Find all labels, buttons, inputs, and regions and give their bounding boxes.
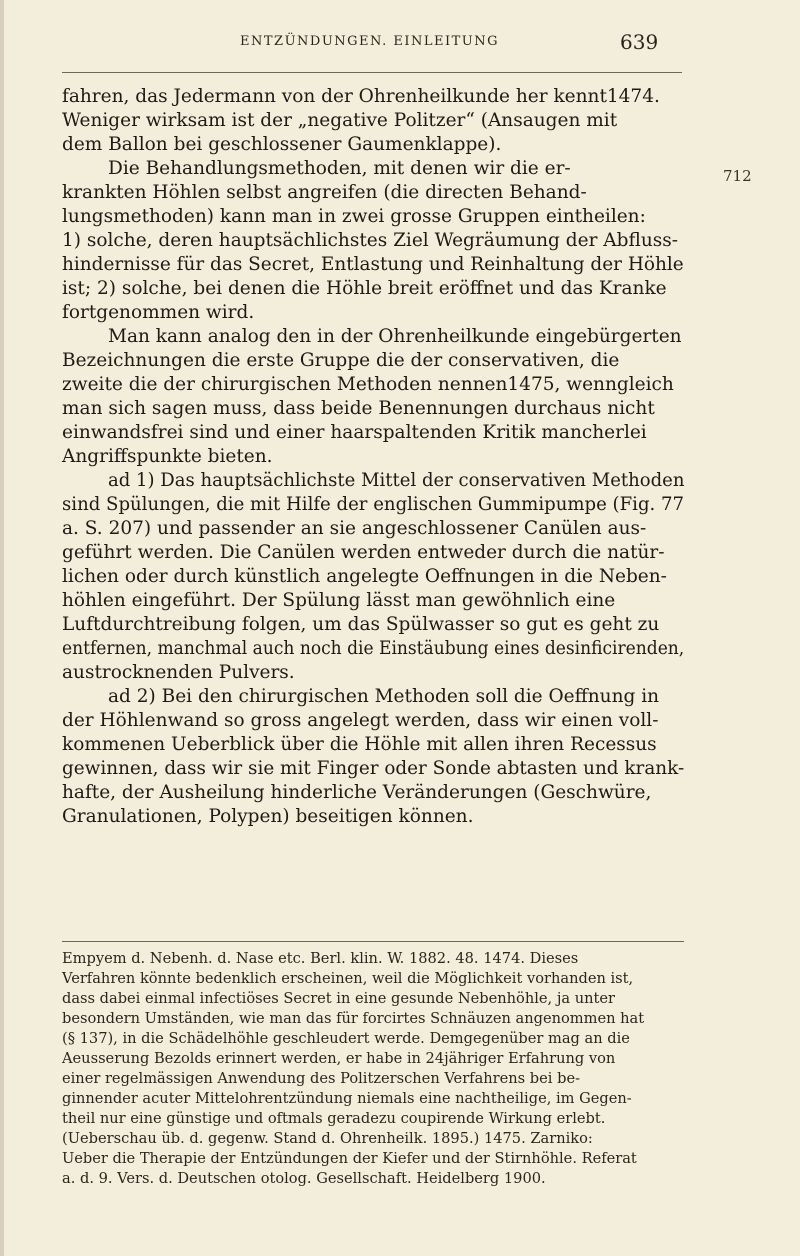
body-line: fahren, das Jedermann von der Ohrenheilkunde her kennt1474. [62,86,660,107]
page-edge [0,0,4,1256]
body-line: ad 1) Das hauptsächlichste Mittel der conservativen Methoden [108,470,685,491]
footnote-line: Verfahren könnte bedenklich erscheinen, weil die Möglichkeit vorhanden ist, [62,970,634,987]
body-line: 1) solche, deren hauptsächlichstes Ziel Wegräumung der Abfluss- [62,230,678,251]
body-line: kommenen Ueberblick über die Höhle mit allen ihren Recessus [62,734,657,755]
body-line: hindernisse für das Secret, Entlastung und Reinhaltung der Höhle [62,254,684,275]
running-title: ENTZÜNDUNGEN. EINLEITUNG [240,34,499,49]
header-rule [62,72,682,73]
body-line: geführt werden. Die Canülen werden entweder durch die natür- [62,542,665,563]
body-line: ad 2) Bei den chirurgischen Methoden soll die Oeffnung in [108,686,660,707]
footnote-line: Empyem d. Nebenh. d. Nase etc. Berl. klin. W. 1882. 48. 1474. Dieses [62,950,579,967]
body-line: lichen oder durch künstlich angelegte Oeffnungen in die Neben- [62,566,667,587]
body-line: gewinnen, dass wir sie mit Finger oder Sonde abtasten und krank- [62,758,685,779]
body-line: ist; 2) solche, bei denen die Höhle breit eröffnet und das Kranke [62,278,667,299]
footnote-line: Ueber die Therapie der Entzündungen der Kiefer und der Stirnhöhle. Referat [62,1150,637,1167]
footnote-line: einer regelmässigen Anwendung des Politzerschen Verfahrens bei be- [62,1070,581,1087]
body-line: Man kann analog den in der Ohrenheilkunde eingebürgerten [108,326,682,347]
body-line: lungsmethoden) kann man in zwei grosse Gruppen eintheilen: [62,206,646,227]
body-line: dem Ballon bei geschlossener Gaumenklappe). [62,134,502,155]
footnote-line: a. d. 9. Vers. d. Deutschen otolog. Gesellschaft. Heidelberg 1900. [62,1170,546,1187]
body-line: man sich sagen muss, dass beide Benennungen durchaus nicht [62,398,655,419]
body-line: Luftdurchtreibung folgen, um das Spülwasser so gut es geht zu [62,614,660,635]
body-line: sind Spülungen, die mit Hilfe der englischen Gummipumpe (Fig. 77 [62,494,685,515]
footnote-line: Aeusserung Bezolds erinnert werden, er habe in 24jähriger Erfahrung von [62,1050,616,1067]
body-line: entfernen, manchmal auch noch die Einstäubung eines desinficirenden, [62,638,685,659]
body-line: höhlen eingeführt. Der Spülung lässt man gewöhnlich eine [62,590,616,611]
footnote-line: dass dabei einmal infectiöses Secret in eine gesunde Nebenhöhle, ja unter [62,990,615,1007]
body-line: Bezeichnungen die erste Gruppe die der conservativen, die [62,350,620,371]
body-line: krankten Höhlen selbst angreifen (die directen Behand- [62,182,587,203]
body-line: Die Behandlungsmethoden, mit denen wir die er- [108,158,571,179]
running-head [0,30,800,58]
body-line: einwandsfrei sind und einer haarspaltenden Kritik mancherlei [62,422,647,443]
page-number: 639 [620,30,659,54]
margin-note: 712 [723,167,752,185]
footnote-line: (Ueberschau üb. d. gegenw. Stand d. Ohrenheilk. 1895.) 1475. Zarniko: [62,1130,593,1147]
footnote-line: ginnender acuter Mittelohrentzündung niemals eine nachtheilige, im Gegen- [62,1090,632,1107]
body-line: a. S. 207) und passender an sie angeschlossener Canülen aus- [62,518,647,539]
footnote-line: besondern Umständen, wie man das für forcirtes Schnäuzen angenommen hat [62,1010,645,1027]
body-line: hafte, der Ausheilung hinderliche Veränderungen (Geschwüre, [62,782,652,803]
body-line: Weniger wirksam ist der „negative Politzer“ (Ansaugen mit [62,110,618,131]
body-line: austrocknenden Pulvers. [62,662,295,683]
body-line: Granulationen, Polypen) beseitigen können. [62,806,474,827]
footnote-line: (§ 137), in die Schädelhöhle geschleudert werde. Demgegenüber mag an die [62,1030,630,1047]
footnote-line: theil nur eine günstige und oftmals geradezu coupirende Wirkung erlebt. [62,1110,606,1127]
body-line: Angriffspunkte bieten. [62,446,273,467]
body-line: der Höhlenwand so gross angelegt werden, dass wir einen voll- [62,710,659,731]
body-line: zweite die der chirurgischen Methoden nennen1475, wenngleich [62,374,674,395]
footnote-rule [62,941,684,942]
body-line: fortgenommen wird. [62,302,255,323]
